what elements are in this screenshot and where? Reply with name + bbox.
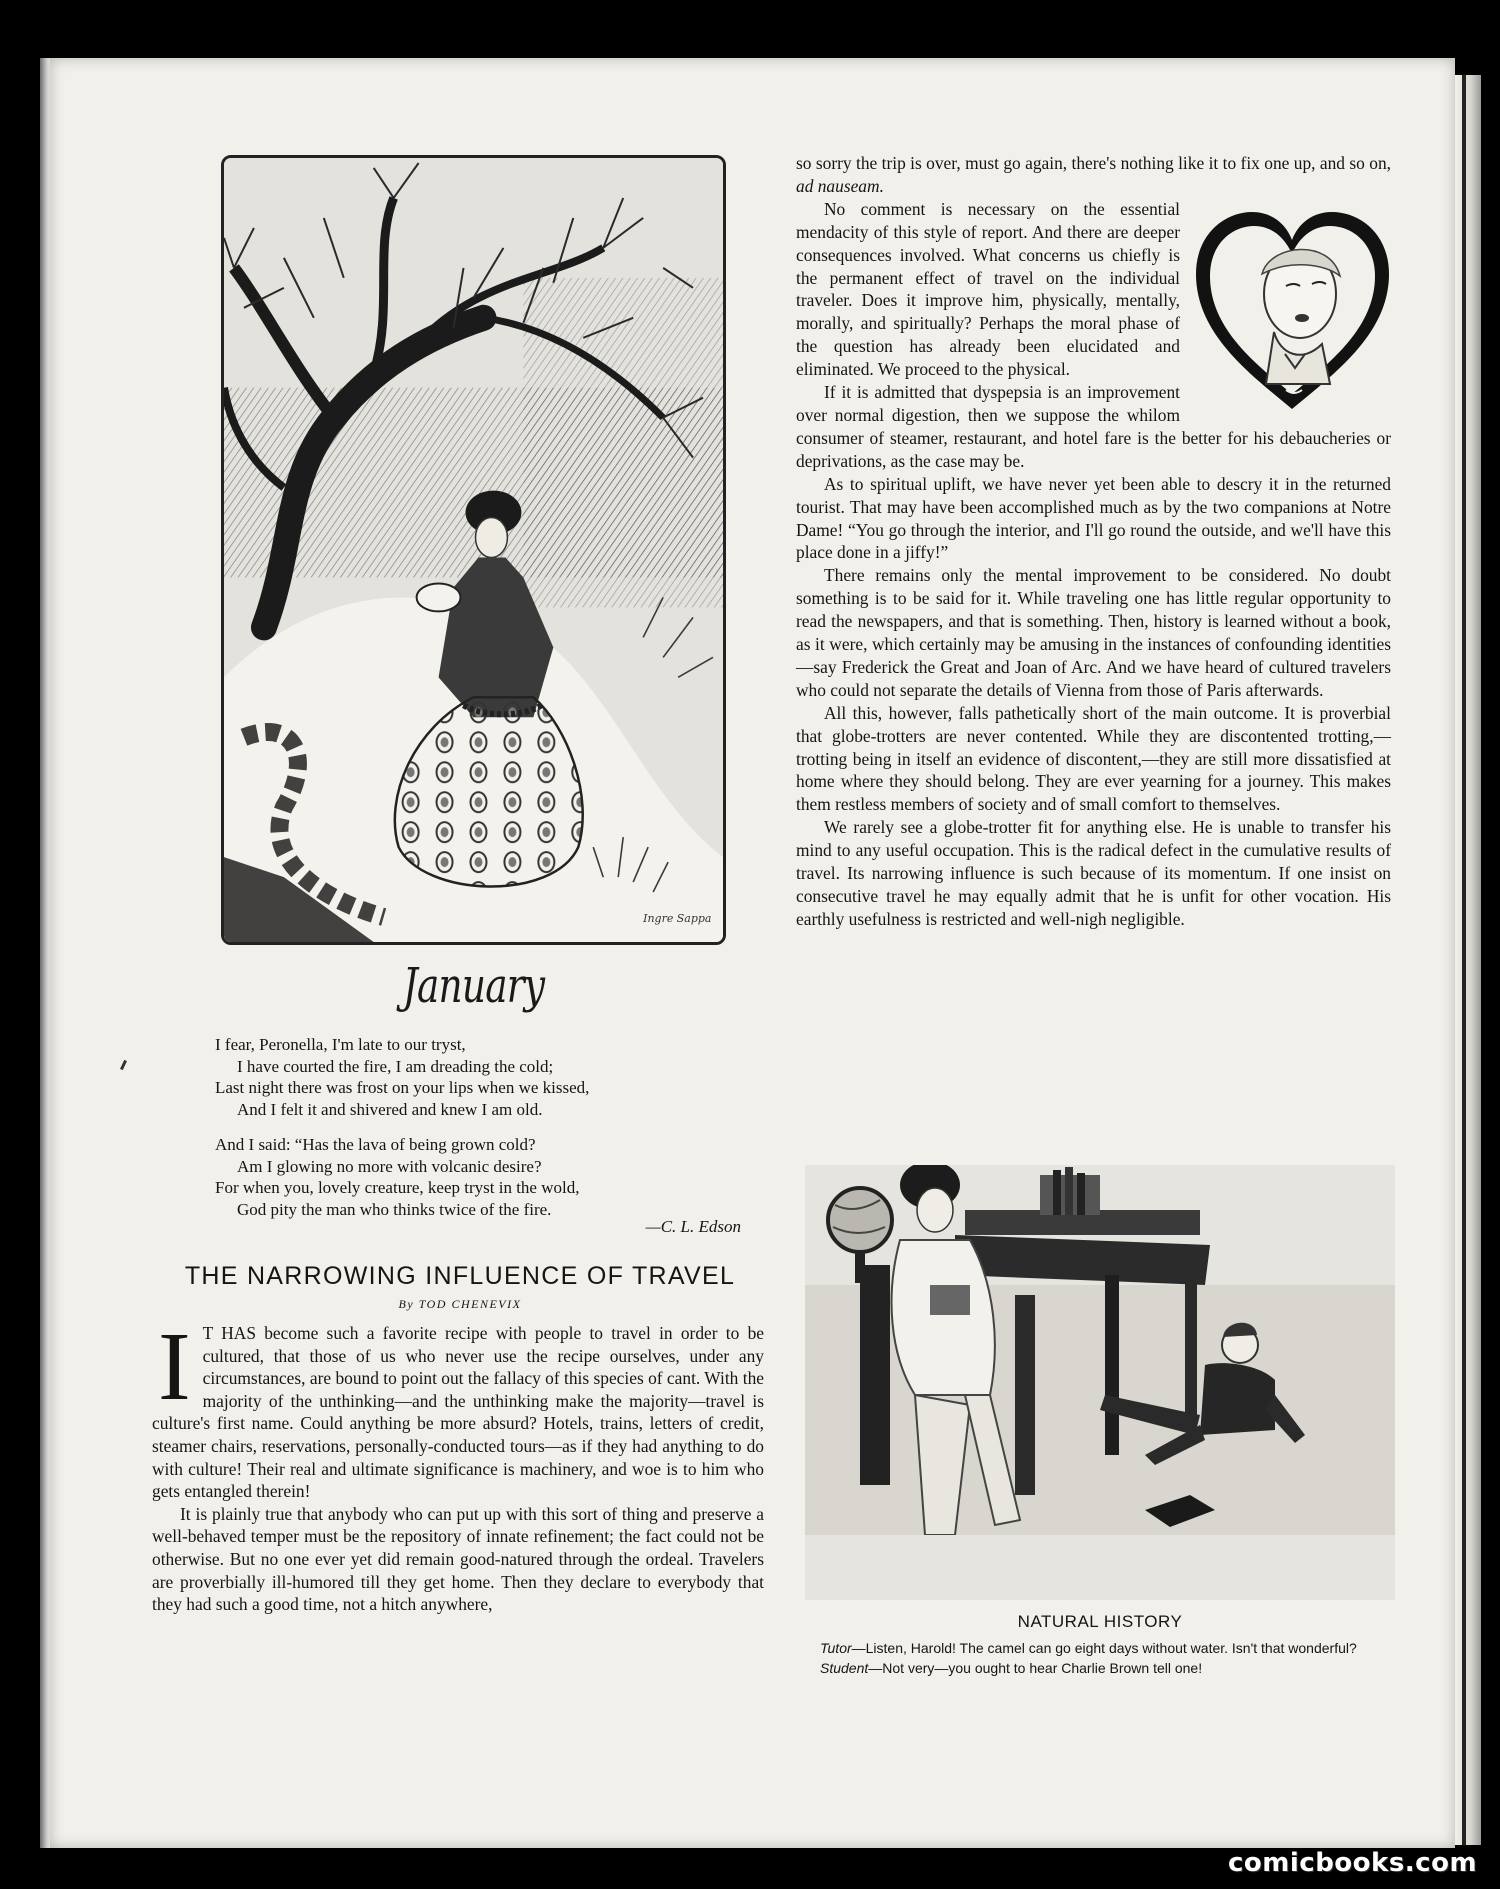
- article-continuation: [796, 152, 1391, 198]
- next-page-edge: [1462, 75, 1466, 1845]
- poem-line: And I said: “Has the lava of being grown cold?: [215, 1135, 536, 1154]
- winter-woman-drawing: [224, 158, 723, 942]
- continuation-italic: ad nauseam.: [796, 175, 884, 196]
- poem-line: Am I glowing no more with volcanic desire?: [237, 1156, 542, 1176]
- illustration-signature: Ingre Sappa: [643, 912, 712, 926]
- poem-line: I have courted the fire, I am dreading the cold;: [237, 1056, 554, 1076]
- poem-line: Last night there was frost on your lips when we kissed,: [215, 1078, 590, 1097]
- poem-stanza-2: [215, 1134, 745, 1238]
- caption-line-student: [792, 1658, 1392, 1678]
- article-byline: By TOD CHENEVIX: [398, 1297, 522, 1311]
- january-illustration: [221, 155, 726, 945]
- poem-title: January: [402, 958, 545, 1014]
- heart-portrait-illustration: [1190, 204, 1395, 416]
- article-body-right: [796, 152, 1391, 931]
- article-body-left: [152, 1313, 764, 1616]
- cartoon-title: NATURAL HISTORY: [1017, 1612, 1183, 1631]
- poem-author: —C. L. Edson: [645, 1217, 741, 1236]
- poem-stanza-1: [215, 1034, 745, 1120]
- drop-cap: I: [158, 1313, 191, 1421]
- heart-portrait-drawing: [1190, 204, 1395, 416]
- caption-line-tutor: [792, 1638, 1392, 1658]
- article-paragraph: No comment is necessary on the essential mendacity of this style of report. And there are deeper consequences involved. What concerns us chiefly is the permanent effect of travel on the individual traveler. Does it improve him, physically, mentally, morally, and spiritually? Perhaps the moral phase of the question has already been elucidated and eliminated. We proceed to the physical.: [796, 198, 1180, 380]
- article-paragraph: If it is admitted that dyspepsia is an improvement over normal digestion, then we suppose the whilom consumer of steamer, restaurant, and hotel fare is the better for his debaucheries or deprivations, as the case may be.: [796, 382, 1391, 471]
- page-right-edge: [1455, 75, 1481, 1845]
- caption-text: —Listen, Harold! The camel can go eight days without water. Isn't that wonderful?: [851, 1640, 1357, 1656]
- caption-speaker: Student: [820, 1660, 869, 1676]
- poem-line: God pity the man who thinks twice of the fire.: [237, 1199, 552, 1219]
- natural-history-cartoon: [805, 1165, 1395, 1600]
- poem-line: For when you, lovely creature, keep tryst in the wold,: [215, 1178, 580, 1197]
- poem: [215, 1034, 745, 1252]
- continuation-text: so sorry the trip is over, must go again, there's nothing like it to fix one up, and so on,: [796, 153, 1391, 173]
- poem-line: I fear, Peronella, I'm late to our tryst,: [215, 1035, 466, 1054]
- cartoon-caption: [792, 1638, 1392, 1678]
- caption-speaker: Tutor: [820, 1640, 852, 1656]
- caption-text: —Not very—you ought to hear Charlie Brown tell one!: [868, 1660, 1203, 1676]
- article-paragraph: All this, however, falls pathetically short of the main outcome. It is proverbial that globe-trotters are never contented. While they are discontented trotting,—trotting being in itself an evidence of discontent,—they are still more dissatisfied at home where they should belong. They are ever yearning for a journey. This makes them restless members of society and of small comfort to themselves.: [796, 702, 1391, 815]
- site-watermark: comicbooks.com: [1228, 1848, 1478, 1878]
- article-paragraph: As to spiritual uplift, we have never yet been able to descry it in the returned tourist. That may have been accomplished much as by the two companions at Notre Dame! “You go through the interior, and I'll go round the outside, and we'll have this place done in a jiffy!”: [796, 473, 1391, 563]
- article-paragraph: It is plainly true that anybody who can put up with this sort of thing and preserve a well-behaved temper must be the repository of innate refinement; the fact could not be otherwise. But no one ever yet did remain good-natured through the ordeal. Travelers are proverbially ill-humored till they get home. Then they declare to everybody that they had such a good time, not a hitch anywhere,: [152, 1503, 764, 1615]
- article-paragraph: T HAS become such a favorite recipe with people to travel in order to be cultured, that those of us who never use the recipe ourselves, under any circumstances, are bound to point out the fallacy of this species of cant. With the majority of the unthinking—and the unthinking make the majority—travel is culture's first name. Could anything be more absurd? Hotels, trains, letters of credit, steamer chairs, reservations, personally-conducted tours—as if they had anything to do with culture! Their real and ultimate significance is machinery, and woe is to him who gets entangled therein!: [152, 1323, 764, 1502]
- article-title: THE NARROWING INFLUENCE OF TRAVEL: [184, 1262, 736, 1290]
- article-paragraph: There remains only the mental improvement to be considered. No doubt something is to be said for it. While traveling one has little regular opportunity to read the newspapers, and that is something. Then, history is learned without a book, as it were, which certainly may be amusing in the instances of confounding identities—say Frederick the Great and Joan of Arc. And we have heard of cultured travelers who could not separate the details of Vienna from those of Paris afterwards.: [796, 565, 1391, 700]
- article-paragraph: We rarely see a globe-trotter fit for anything else. He is unable to transfer his mind to any useful occupation. This is the radical defect in the cumulative results of travel. Its narrowing influence is such because of its momentum. If one insist on consecutive travel he may equally admit that he is unfit for other vocation. His earthly usefulness is restricted and well-nigh negligible.: [796, 817, 1391, 929]
- poem-line: And I felt it and shivered and knew I am old.: [237, 1099, 543, 1119]
- tutor-student-drawing: [805, 1165, 1395, 1600]
